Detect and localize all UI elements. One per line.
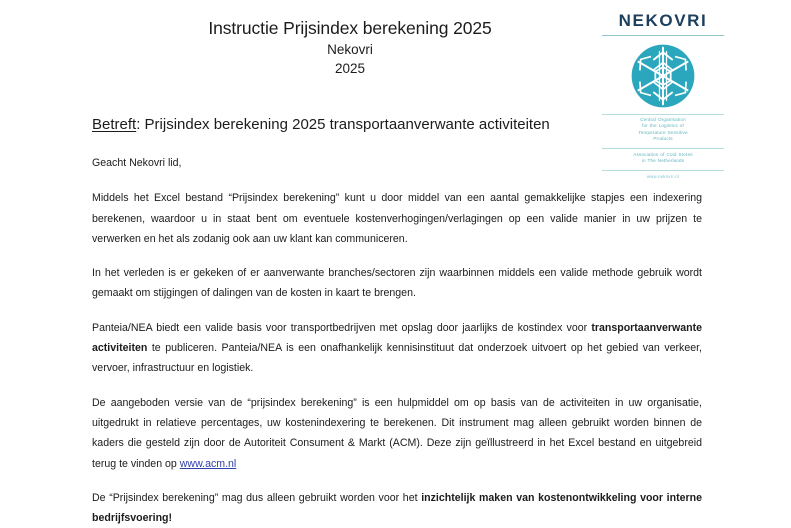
logo-tagline-line-3: Temperature Sensitive	[638, 129, 688, 135]
page-title: Instructie Prijsindex berekening 2025	[208, 18, 492, 38]
logo-url: www.nekovri.nl	[646, 174, 680, 180]
title-block	[120, 17, 580, 78]
page-subtitle: Nekovri	[327, 42, 373, 57]
paragraph-2: In het verleden is er gekeken of er aanverwante branches/sectoren zijn waarbinnen middels een valide methode gebruik wordt gemaakt om stijgingen of dalingen van de kosten in kaart te brengen.	[92, 267, 702, 300]
acm-link[interactable]: www.acm.nl	[179, 457, 237, 470]
subject-line	[92, 112, 702, 137]
logo-association-line-2: in The Netherlands	[641, 158, 685, 164]
logo-tagline-line-1: Central Organisation	[640, 117, 686, 122]
paragraph-4	[92, 393, 702, 474]
snowflake-icon	[631, 44, 695, 108]
logo-tagline-line-4: Products	[653, 136, 673, 142]
letter-body	[92, 112, 702, 528]
subject-text: : Prijsindex berekening 2025 transportaanverwante activiteiten	[136, 116, 550, 133]
salutation: Geacht Nekovri lid,	[92, 157, 182, 169]
paragraph-3-emphasis: transportaanverwante activiteiten	[92, 321, 702, 355]
paragraph-3	[92, 318, 702, 379]
paragraph-5-text: De “Prijsindex berekening” mag dus alleen gebruikt worden voor het	[92, 491, 422, 504]
page-year: 2025	[334, 61, 366, 76]
logo-wordmark: NEKOVRI	[618, 11, 708, 30]
paragraph-5-emphasis: inzichtelijk maken van kostenontwikkeling voor interne bedrijfsvoering!	[92, 491, 702, 525]
paragraph-3-text-end: te publiceren. Panteia/NEA is een onafhankelijk kennisinstituut dat onderzoek uitvoert op het gebied van verkeer, vervoer, infrastructuur en logistiek.	[92, 342, 702, 375]
logo-divider-top	[602, 35, 724, 36]
paragraph-3-text-start: Panteia/NEA biedt een valide basis voor transportbedrijven met opslag door jaarlijks de kostindex voor	[92, 321, 592, 334]
logo-tagline-line-2: for the Logistics of	[642, 123, 684, 129]
logo-association-line-1: Association of Cold Stores	[633, 151, 693, 157]
paragraph-4-text: De aangeboden versie van de “prijsindex berekening” is een hulpmiddel om op basis van de activiteiten in uw organisatie, uitgedrukt in relatieve percentages, uw kostenindexering te berekenen. Dit instrument mag alleen gebruikt worden binnen de kaders die gesteld zijn door de Autoriteit Consument & Markt (ACM). Deze zijn geïllustreerd in het Excel bestand en uitgebreid terug te vinden op	[92, 396, 702, 470]
subject-label: Betreft	[92, 116, 137, 133]
paragraph-1: Middels het Excel bestand “Prijsindex berekening” kunt u door middel van een aantal gemakkelijke stapjes een indexering berekenen, waardoor u in staat bent om eventuele kostenverhogingen/verlagingen op een valide manier in uw prijzen te verwerken en het als zodanig ook aan uw klant kan communiceren.	[92, 192, 702, 245]
